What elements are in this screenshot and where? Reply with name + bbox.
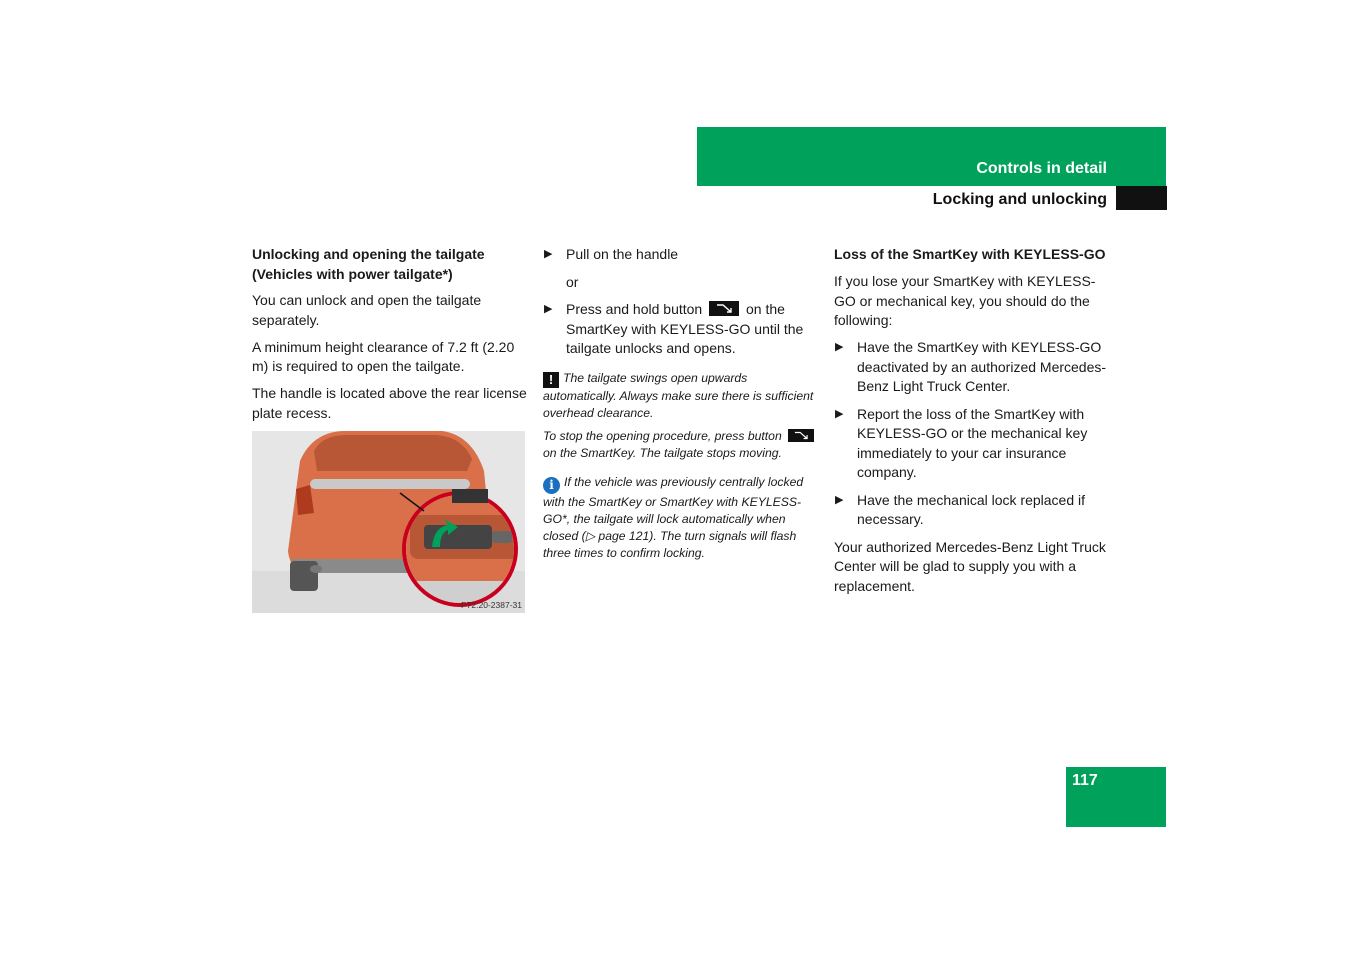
bullet-deactivate (834, 338, 1114, 397)
stop-text-before: To stop the opening procedure, press button (543, 428, 782, 443)
heading-lost-smartkey: Loss of the SmartKey with KEYLESS-GO (834, 246, 1106, 262)
or-text: or (566, 273, 579, 290)
paragraph-clearance: A minimum height clearance of 7.2 ft (2.20 m) is required to open the tailgate. (252, 338, 515, 374)
bullet-replace-lock-text: Have the mechanical lock replaced if necessary. (857, 491, 1086, 527)
heading-line2: (Vehicles with power tailgate*) (252, 265, 453, 282)
vehicle-rear-illustration (252, 431, 525, 613)
tailgate-button-icon (788, 429, 814, 442)
triangle-right-icon: ▶ (835, 341, 844, 353)
triangle-right-icon: ▶ (835, 407, 844, 420)
section-tab-marker (1116, 186, 1167, 210)
info-note (543, 474, 823, 562)
tailgate-handle-figure (252, 431, 525, 613)
paragraph-separately: You can unlock and open the tailgate separately. (252, 292, 482, 328)
step-pull-handle-text: Pull on the handle (566, 246, 679, 262)
column-tailgate-steps (543, 245, 823, 568)
paragraph-replacement: Your authorized Mercedes-Benz Light Truck Center will be glad to supply you with a replacement. (834, 538, 1106, 594)
triangle-right-icon: ▶ (544, 303, 553, 315)
bullet-report-loss (834, 405, 1114, 483)
heading-tailgate (252, 245, 527, 284)
step-press-button-before: Press and hold button (566, 301, 703, 317)
column-tailgate-intro (252, 245, 527, 431)
triangle-right-icon: ▶ (835, 493, 844, 506)
column-lost-smartkey (834, 245, 1114, 604)
figure-caption: P72.20-2387-31 (461, 600, 522, 610)
heading-line1: Unlocking and opening the tailgate (252, 246, 485, 262)
stop-text-after: on the SmartKey. The tailgate stops moving. (543, 445, 782, 460)
step-pull-handle (543, 245, 823, 265)
stop-note (543, 428, 823, 462)
bullet-report-loss-text: Report the loss of the SmartKey with KEYLESS-GO or the mechanical key immediately to your car insurance company. (857, 405, 1088, 480)
step-press-button-after: on the SmartKey with KEYLESS-GO until the tailgate unlocks and opens. (566, 301, 804, 356)
page-number: 117 (1072, 772, 1098, 789)
section-title: Controls in detail (976, 160, 1107, 177)
bullet-replace-lock (834, 491, 1114, 530)
subsection-title: Locking and unlocking (932, 191, 1107, 208)
paragraph-lost-intro: If you lose your SmartKey with KEYLESS-GO or mechanical key, you should do the following: (834, 273, 1096, 328)
step-press-button (543, 300, 823, 359)
info-text: If the vehicle was previously centrally locked with the SmartKey or SmartKey with KEYLESS-GO*, the tailgate will lock automatically when closed (▷ page 121). The turn signals will flash three times to confirm locking. (543, 474, 804, 560)
triangle-right-icon: ▶ (544, 248, 553, 260)
exclamation-icon: ! (543, 372, 559, 388)
paragraph-handle-location: The handle is located above the rear license plate recess. (252, 385, 527, 421)
warning-text: The tailgate swings open upwards automatically. Always make sure there is sufficient overhead clearance. (543, 370, 814, 420)
warning-note (543, 370, 823, 422)
bullet-deactivate-text: Have the SmartKey with KEYLESS-GO deactivated by an authorized Mercedes-Benz Light Truck Center. (857, 339, 1107, 394)
info-icon: i (543, 477, 560, 494)
tailgate-button-icon (709, 301, 739, 316)
